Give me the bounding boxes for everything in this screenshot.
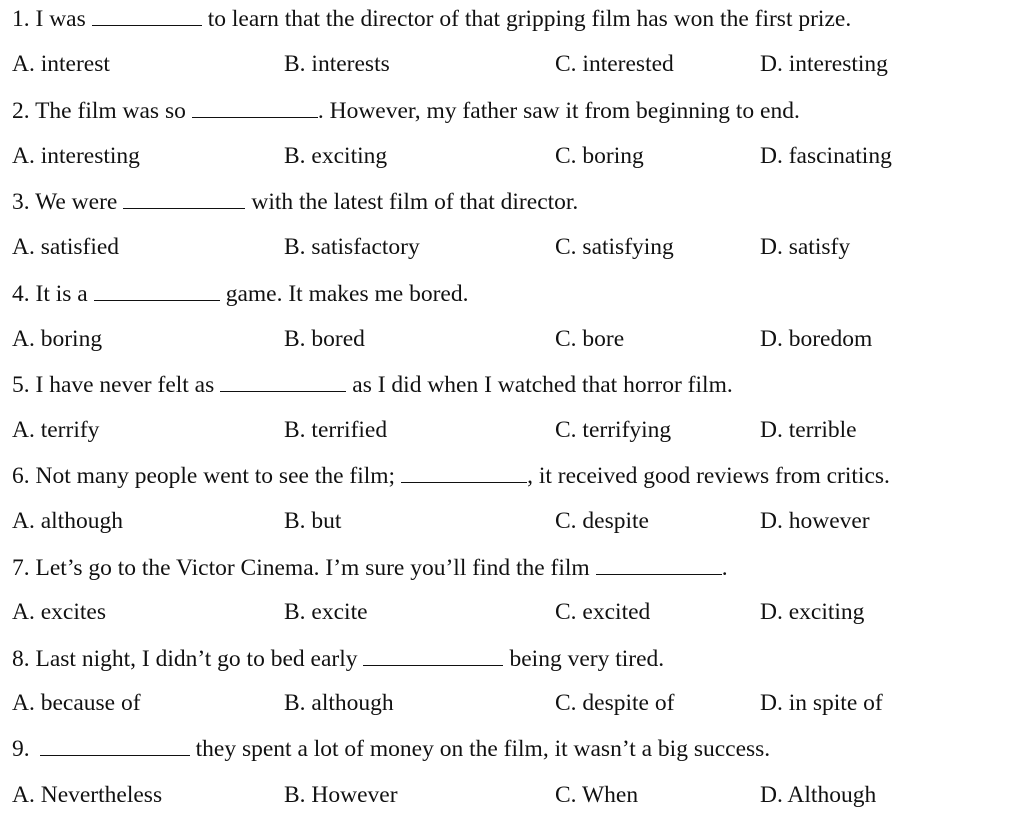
question-number: 8. <box>12 646 30 672</box>
option-c: C. boring <box>555 143 644 169</box>
option-d: D. Although <box>760 782 877 808</box>
option-c: C. despite <box>555 508 649 534</box>
option-b: B. bored <box>284 326 365 352</box>
option-b: B. although <box>284 690 394 716</box>
answer-blank <box>40 733 190 756</box>
option-b: B. satisfactory <box>284 234 420 260</box>
answer-blank <box>596 552 722 575</box>
question-7 <box>12 552 728 583</box>
option-b: B. exciting <box>284 143 388 169</box>
option-b: B. interests <box>284 51 390 77</box>
question-number: 9. <box>12 736 30 762</box>
option-d: D. in spite of <box>760 690 883 716</box>
option-a: A. because of <box>12 690 141 716</box>
question-text-after: being very tired. <box>509 646 665 672</box>
question-9 <box>12 733 770 764</box>
option-d: D. boredom <box>760 326 873 352</box>
question-text-before: It is a <box>35 281 88 307</box>
question-text-before: Let’s go to the Victor Cinema. I’m sure you’ll find the film <box>35 555 590 581</box>
option-c: C. satisfying <box>555 234 674 260</box>
answer-blank <box>363 643 503 666</box>
question-text-before: Not many people went to see the film; <box>35 463 396 489</box>
question-4 <box>12 278 468 309</box>
option-d: D. terrible <box>760 417 857 443</box>
answer-blank <box>94 278 220 301</box>
question-number: 2. <box>12 98 30 124</box>
question-6 <box>12 460 890 491</box>
answer-blank <box>192 95 318 118</box>
question-text-before: I have never felt as <box>35 372 215 398</box>
question-1 <box>12 3 851 34</box>
question-number: 4. <box>12 281 30 307</box>
question-text-after: to learn that the director of that gripping film has won the first prize. <box>207 6 852 32</box>
option-d: D. however <box>760 508 870 534</box>
question-text-after: . However, my father saw it from beginning to end. <box>317 98 800 124</box>
question-2 <box>12 95 800 126</box>
option-a: A. Nevertheless <box>12 782 163 808</box>
question-number: 6. <box>12 463 30 489</box>
question-number: 1. <box>12 6 30 32</box>
answer-blank <box>401 460 527 483</box>
question-text-before: The film was so <box>35 98 186 124</box>
question-5 <box>12 369 733 400</box>
answer-blank <box>123 186 245 209</box>
question-text-before: Last night, I didn’t go to bed early <box>35 646 358 672</box>
option-b: B. However <box>284 782 398 808</box>
option-d: D. fascinating <box>760 143 892 169</box>
option-b: B. but <box>284 508 342 534</box>
option-c: C. despite of <box>555 690 675 716</box>
question-8 <box>12 643 664 674</box>
option-a: A. satisfied <box>12 234 120 260</box>
option-c: C. When <box>555 782 639 808</box>
option-a: A. excites <box>12 599 106 625</box>
option-d: D. exciting <box>760 599 865 625</box>
question-3 <box>12 186 578 217</box>
question-text-after: , it received good reviews from critics. <box>527 463 890 489</box>
option-a: A. interest <box>12 51 110 77</box>
option-c: C. terrifying <box>555 417 672 443</box>
question-text-before: We were <box>35 189 118 215</box>
question-text-after: as I did when I watched that horror film. <box>352 372 733 398</box>
question-text-after: game. It makes me bored. <box>225 281 469 307</box>
question-number: 5. <box>12 372 30 398</box>
question-number: 7. <box>12 555 30 581</box>
option-a: A. although <box>12 508 123 534</box>
option-c: C. interested <box>555 51 674 77</box>
option-d: D. interesting <box>760 51 888 77</box>
option-d: D. satisfy <box>760 234 851 260</box>
question-number: 3. <box>12 189 30 215</box>
question-text-after: they spent a lot of money on the film, it wasn’t a big success. <box>195 736 771 762</box>
answer-blank <box>92 3 202 26</box>
option-a: A. boring <box>12 326 103 352</box>
option-b: B. excite <box>284 599 368 625</box>
question-text-before: I was <box>35 6 86 32</box>
option-c: C. excited <box>555 599 651 625</box>
question-text-after: with the latest film of that director. <box>251 189 579 215</box>
question-text-after: . <box>721 555 728 581</box>
option-b: B. terrified <box>284 417 388 443</box>
option-c: C. bore <box>555 326 625 352</box>
option-a: A. terrify <box>12 417 100 443</box>
option-a: A. interesting <box>12 143 140 169</box>
answer-blank <box>220 369 346 392</box>
